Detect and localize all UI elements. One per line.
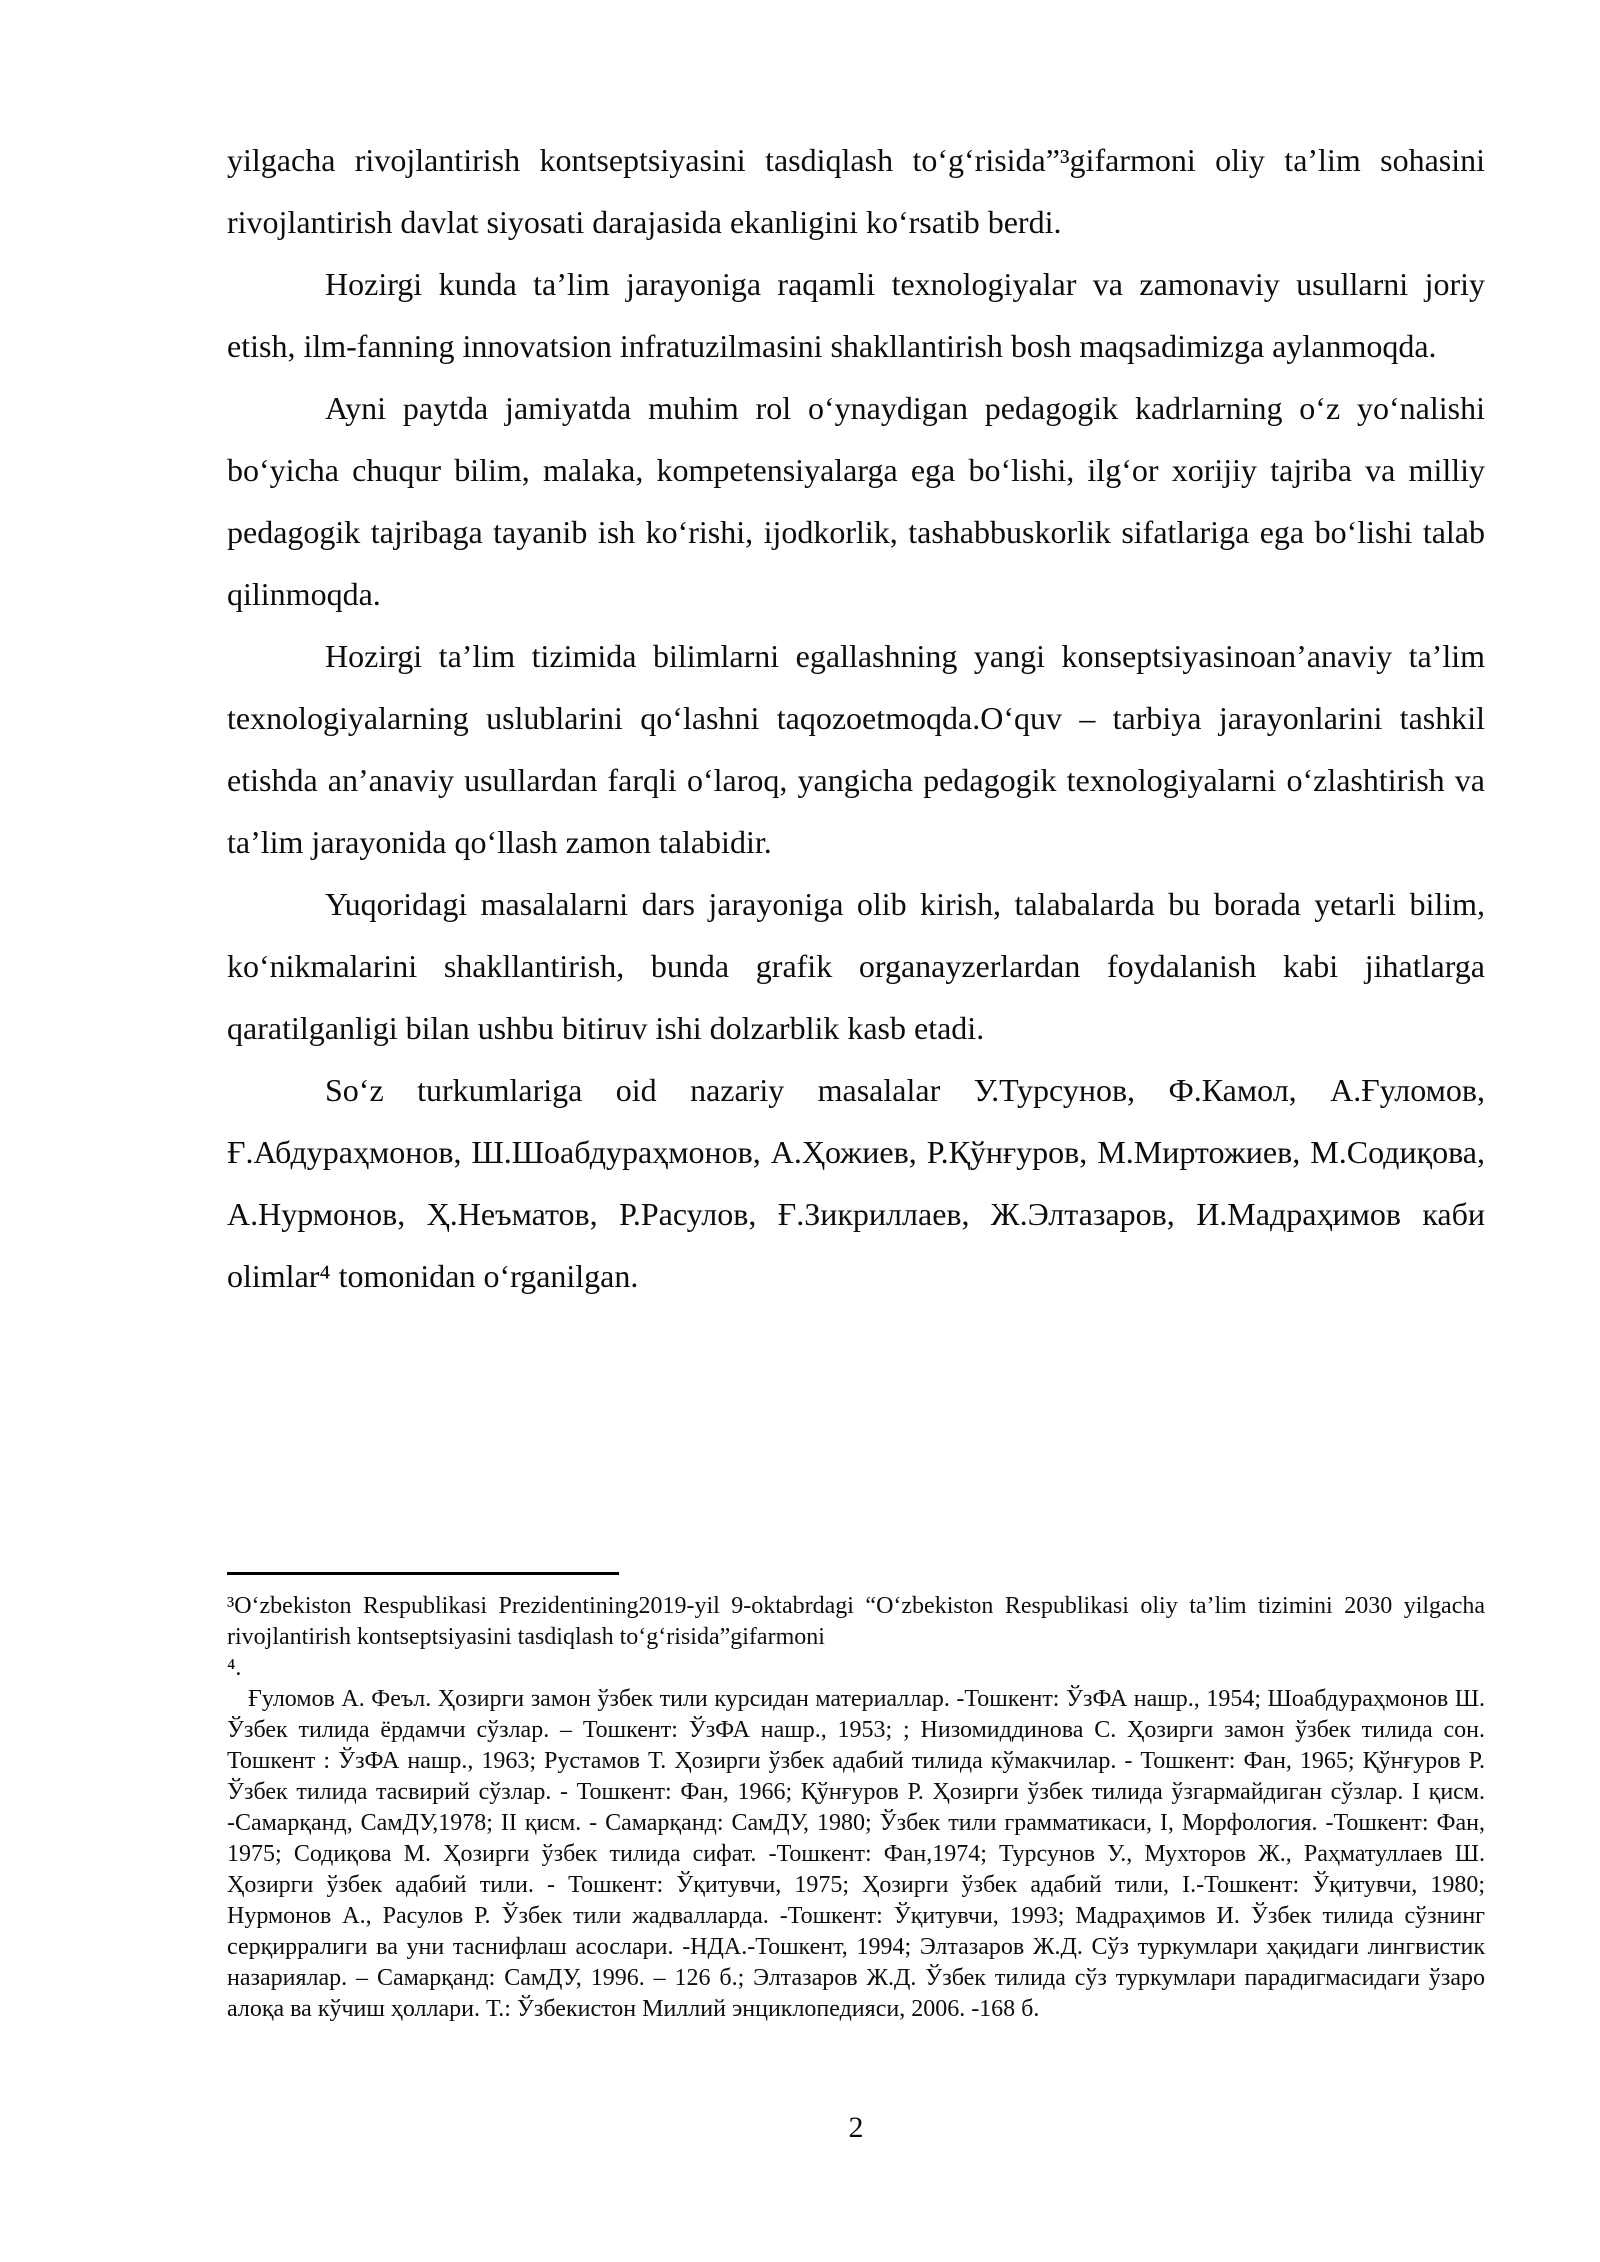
page-number: 2 — [848, 2111, 864, 2144]
paragraph-hozirgi-talim: Hozirgi ta’lim tizimida bilimlarni egallashning yangi konseptsiyasinoan’anaviy ta’lim texnologiyalarning uslublarini qo‘lashni taqozoetmoqda.O‘quv – tarbiya jarayonlarini tashkil etishda an’anaviy usullardan farqli o‘laroq, yangicha pedagogik texnologiyalarni o‘zlashtirish va ta’lim jarayonida qo‘llash zamon talabidir. — [227, 638, 1485, 860]
body-text — [227, 129, 1485, 1307]
footnote-4-marker: ⁴. — [227, 1655, 242, 1681]
footnote-3: ³O‘zbekiston Respublikasi Prezidentining2019-yil 9-oktabrdagi “O‘zbekiston Respublikasi oliy ta’lim tizimini 2030 yilgacha rivojlantirish kontseptsiyasini tasdiqlash to‘g‘risida”gifarmoni — [227, 1593, 1485, 1650]
paragraph-ayni-paytda: Ayni paytda jamiyatda muhim rol o‘ynaydigan pedagogik kadrlarning o‘z yo‘nalishi bo‘yicha chuqur bilim, malaka, kompetensiyalarga ega bo‘lishi, ilg‘or xorijiy tajriba va milliy pedagogik tajribaga tayanib ish ko‘rishi, ijodkorlik, tashabbuskorlik sifatlariga ega bo‘lishi talab qilinmoqda. — [227, 390, 1485, 612]
paragraph-continuation: yilgacha rivojlantirish kontseptsiyasini tasdiqlash to‘g‘risida”³gifarmoni oliy ta’lim sohasini rivojlantirish davlat siyosati darajasida ekanligini ko‘rsatib berdi. — [227, 142, 1485, 240]
paragraph-yuqoridagi: Yuqoridagi masalalarni dars jarayoniga olib kirish, talabalarda bu borada yetarli bilim, ko‘nikmalarini shakllantirish, bunda grafik organayzerlardan foydalanish kabi jihatlarga qaratilganligi bilan ushbu bitiruv ishi dolzarblik kasb etadi. — [227, 886, 1485, 1046]
paragraph-soz-turkumlari: So‘z turkumlariga oid nazariy masalalar У.Турсунов, Ф.Камол, А.Ғуломов, Ғ.Абдураҳмонов, Ш.Шоабдураҳмонов, А.Ҳожиев, Р.Қўнғуров, М.Миртожиев, М.Содиқова, А.Нурмонов, Ҳ.Неъматов, Р.Расулов, Ғ.Зикриллаев, Ж.Элтазаров, И.Мадраҳимов каби olimlar⁴ tomonidan o‘rganilgan. — [227, 1072, 1485, 1294]
footnote-separator — [227, 1572, 619, 1575]
paragraph-hozirgi-kunda: Hozirgi kunda ta’lim jarayoniga raqamli texnologiyalar va zamonaviy usullarni joriy etish, ilm-fanning innovatsion infratuzilmasini shakllantirish bosh maqsadimizga aylanmoqda. — [227, 266, 1485, 364]
footnotes-section — [227, 1591, 1485, 2025]
footnote-4: Ғуломов А. Феъл. Ҳозирги замон ўзбек тили курсидан материаллар. -Тошкент: ЎзФА нашр., 1954; Шоабдураҳмонов Ш. Ўзбек тилида ёрдамчи сўзлар. – Тошкент: ЎзФА нашр., 1953; ; Низомиддинова С. Ҳозирги замон ўзбек тилида сон. Тошкент : ЎзФА нашр., 1963; Рустамов Т. Ҳозирги ўзбек адабий тилида кўмакчилар. - Тошкент: Фан, 1965; Қўнғуров Р. Ўзбек тилида тасвирий сўзлар. - Тошкент: Фан, 1966; Қўнғуров Р. Ҳозирги ўзбек тилида ўзгармайдиган сўзлар. I қисм. -Самарқанд, СамДУ,1978; II қисм. - Самарқанд: СамДУ, 1980; Ўзбек тили грамматикаси, I, Морфология. -Тошкент: Фан, 1975; Содиқова М. Ҳозирги ўзбек тилида сифат. -Тошкент: Фан,1974; Турсунов У., Мухторов Ж., Раҳматуллаев Ш. Ҳозирги ўзбек адабий тили. - Тошкент: Ўқитувчи, 1975; Ҳозирги ўзбек адабий тили, I.-Тошкент: Ўқитувчи, 1980; Нурмонов А., Расулов Р. Ўзбек тили жадвалларда. -Тошкент: Ўқитувчи, 1993; Мадраҳимов И. Ўзбек тилида сўзнинг серқирралиги ва уни таснифлаш асослари. -НДА.-Тошкент, 1994; Элтазаров Ж.Д. Сўз туркумлари ҳақидаги лингвистик назариялар. – Самарқанд: СамДУ, 1996. – 126 б.; Элтазаров Ж.Д. Ўзбек тилида сўз туркумлари парадигмасидаги ўзаро алоқа ва кўчиш ҳоллари. Т.: Ўзбекистон Миллий энциклопедияси, 2006. -168 б. — [227, 1686, 1485, 2022]
